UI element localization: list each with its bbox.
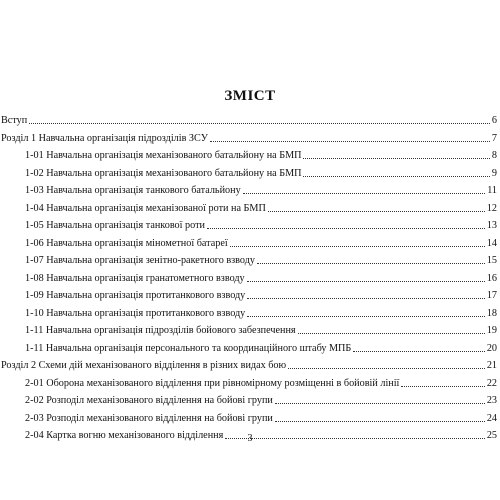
- toc-entry-text: 2-04 Картка вогню механізованого відділення: [25, 430, 224, 441]
- toc-entry[interactable]: [25, 409, 497, 425]
- toc-entry-text: 1-08 Навчальна організація гранатометного взводу: [25, 272, 245, 284]
- toc-entry-page: 7: [491, 132, 497, 144]
- toc-leader-dots: [247, 316, 485, 317]
- toc-entry-text: 2-03 Розподіл механізованого відділення на бойові групи: [25, 412, 273, 424]
- page-number: 3: [247, 433, 253, 444]
- toc-entry[interactable]: [25, 339, 497, 355]
- toc-entry-text: 1-11 Навчальна організація персонального та координаційного штабу МПБ: [25, 342, 352, 354]
- toc-leader-dots: [303, 176, 489, 177]
- toc-entry-text: 1-10 Навчальна організація протитанкового взводу: [25, 307, 246, 319]
- toc-leader-dots: [29, 123, 490, 124]
- toc-entry[interactable]: [25, 391, 497, 407]
- toc-entry-page: 11: [487, 185, 497, 196]
- toc-entry[interactable]: [25, 321, 497, 337]
- toc-entry-page: 24: [486, 412, 497, 424]
- toc-entry-page: 19: [486, 325, 497, 336]
- toc-leader-dots: [353, 351, 485, 352]
- toc-entry-text: 1-02 Навчальна організація механізованого батальйону на БМП: [25, 167, 302, 179]
- toc-entry-text: 1-07 Навчальна організація зенітно-ракетного взводу: [25, 255, 256, 266]
- toc-leader-dots: [268, 211, 485, 212]
- toc-entry-page: 16: [486, 272, 497, 284]
- toc-entry[interactable]: [25, 146, 497, 162]
- toc-leader-dots: [303, 158, 489, 159]
- toc-entry-page: 23: [486, 395, 497, 406]
- toc-entry[interactable]: [25, 304, 497, 320]
- toc-leader-dots: [243, 193, 486, 194]
- toc-entry-text: Розділ 1 Навчальна організація підрозділів ЗСУ: [1, 132, 208, 144]
- toc-entry-text: Розділ 2 Схеми дій механізованого відділення в різних видах бою: [1, 360, 287, 371]
- toc-entry[interactable]: [25, 164, 497, 180]
- toc-entry-page: 25: [486, 430, 497, 441]
- toc-leader-dots: [257, 263, 485, 264]
- toc-entry[interactable]: [25, 269, 497, 285]
- toc-leader-dots: [288, 368, 485, 369]
- toc-entry-page: 15: [486, 255, 497, 266]
- toc-entry-text: Вступ: [1, 115, 28, 126]
- toc-entry[interactable]: [1, 111, 497, 127]
- page-title: ЗМІСТ: [224, 88, 276, 104]
- toc-leader-dots: [275, 421, 485, 422]
- toc-entry-text: 1-01 Навчальна організація механізованого батальйону на БМП: [25, 150, 302, 161]
- toc-leader-dots: [401, 386, 484, 387]
- toc-entry[interactable]: [25, 181, 497, 197]
- toc-entry[interactable]: [1, 129, 497, 145]
- toc-entry-text: 2-01 Оборона механізованого відділення при рівномірному розміщенні в бойовій лінії: [25, 377, 400, 389]
- toc-entry-text: 2-02 Розподіл механізованого відділення на бойові групи: [25, 395, 273, 406]
- toc-entry-page: 14: [486, 237, 497, 249]
- toc-entry[interactable]: [1, 356, 497, 372]
- toc-leader-dots: [275, 403, 485, 404]
- toc-entry[interactable]: [25, 234, 497, 250]
- toc-entry[interactable]: [25, 251, 497, 267]
- toc-entry-page: 17: [486, 290, 497, 301]
- toc-entry-page: 9: [491, 167, 497, 179]
- toc-entry-page: 13: [486, 220, 497, 231]
- toc-leader-dots: [230, 246, 485, 247]
- toc-entry-page: 8: [491, 150, 497, 161]
- toc-entry-page: 20: [486, 342, 497, 354]
- toc-entry-page: 6: [491, 115, 497, 126]
- toc-entry-text: 1-11 Навчальна організація підрозділів бойового забезпечення: [25, 325, 296, 336]
- toc-entry-page: 22: [486, 377, 497, 389]
- toc-entry[interactable]: [25, 286, 497, 302]
- toc-leader-dots: [298, 333, 485, 334]
- toc-entry-page: 12: [486, 202, 497, 214]
- toc-leader-dots: [207, 228, 485, 229]
- toc-entry-page: 18: [486, 307, 497, 319]
- toc-entry[interactable]: [25, 199, 497, 215]
- toc-entry-text: 1-09 Навчальна організація протитанкового взводу: [25, 290, 246, 301]
- toc-entry-text: 1-04 Навчальна організація механізованої роти на БМП: [25, 202, 266, 214]
- toc-leader-dots: [247, 298, 485, 299]
- toc-leader-dots: [210, 141, 490, 142]
- toc-entry-text: 1-06 Навчальна організація мінометної батареї: [25, 237, 228, 249]
- toc-entry-text: 1-03 Навчальна організація танкового батальйону: [25, 185, 241, 196]
- toc-entry[interactable]: [25, 374, 497, 390]
- toc-entry-text: 1-05 Навчальна організація танкової роти: [25, 220, 205, 231]
- toc-entry[interactable]: [25, 216, 497, 232]
- toc-leader-dots: [247, 281, 485, 282]
- toc-entry-page: 21: [486, 360, 497, 371]
